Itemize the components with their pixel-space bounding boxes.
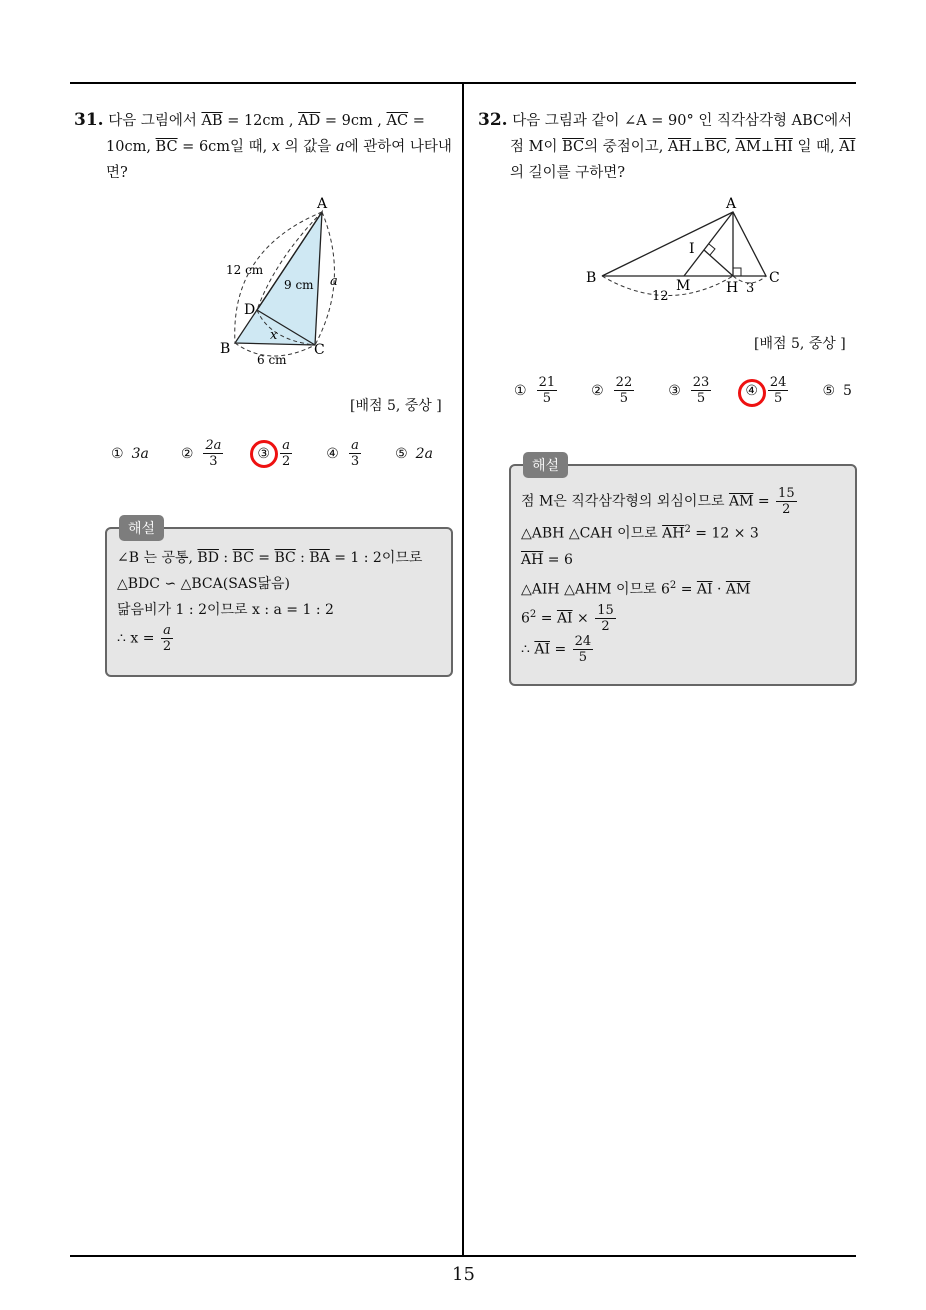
q32-seg-hi-line (704, 250, 733, 276)
q31-option-2-den: 3 (209, 454, 218, 469)
q31-label-x: x (270, 328, 278, 343)
q31-sol-line3: 닮음비가 1 : 2이므로 x : a = 1 : 2 (117, 602, 334, 618)
q32-sol-5eq: = (536, 610, 557, 627)
q31-text-1d: = (408, 113, 425, 129)
q32-option-2-mark: ② (591, 382, 604, 399)
q31-sol-den: 2 (162, 639, 172, 654)
q32-line2 (478, 134, 863, 160)
q32-sol-2-sup: 2 (684, 524, 691, 535)
q32-sol-2-ah: $\overline{AH}$ (662, 525, 685, 542)
q31-option-3-frac (280, 438, 292, 469)
q32-label-3: 3 (746, 281, 755, 296)
q32-seg-ah: $\overline{AH}$ (668, 139, 692, 155)
page-number: 15 (452, 1264, 475, 1285)
q31-selected-circle (250, 440, 278, 468)
q32-sol-1-frac (776, 486, 797, 517)
q32-seg-ai: $\overline{AI}$ (839, 139, 856, 155)
q32-sol-5-sup: 2 (529, 609, 537, 621)
q32-pt-h: H (726, 280, 739, 296)
q32-option-3-mark: ③ (668, 382, 681, 399)
q32-options (514, 375, 884, 406)
q32-seg-bc: $\overline{BC}$ (562, 139, 585, 155)
q32-sol-4-dot: · (712, 581, 726, 598)
q32-sol-3b: = 6 (543, 551, 573, 568)
q32-option-2-den: 5 (619, 391, 629, 406)
q31-pt-a: A (317, 196, 328, 212)
q31-text-1c: = 9cm , (320, 113, 387, 129)
q31-seg-ac: $\overline{AC}$ (386, 113, 409, 129)
q32-right-angle-i (709, 244, 715, 255)
q31-text-1b: = 12cm , (222, 113, 299, 129)
q31-number: 31. (74, 110, 104, 130)
q32-option-1-num: 21 (538, 375, 556, 390)
q32-sol-line6 (521, 634, 799, 665)
q32-sol-line5 (521, 602, 799, 634)
q32-option-5-value: 5 (843, 382, 852, 399)
q32-selected-circle (738, 379, 766, 407)
q31-sol-1a: ∠B 는 공통, (117, 550, 198, 566)
q31-sol-num: a (163, 623, 171, 638)
q32-sol-1a: 점 M은 직각삼각형의 외심이므로 (521, 493, 729, 510)
bottom-rule (70, 1255, 856, 1257)
q32-perp-1: ⊥ (691, 139, 705, 155)
q32-sol-3-ah: $\overline{AH}$ (521, 551, 544, 568)
q32-option-3[interactable] (668, 375, 713, 406)
q31-option-3-mark: ③ (257, 445, 270, 462)
q32-option-1-den: 5 (542, 391, 551, 406)
q31-figure (210, 190, 360, 370)
q32-pt-b: B (586, 270, 597, 286)
q31-option-1[interactable] (111, 446, 149, 462)
q31-option-3-num: a (282, 438, 290, 453)
q32-option-2-frac (614, 375, 635, 406)
q31-text-1a: 다음 그림에서 (108, 113, 202, 129)
q31-solution-tag: 해설 (119, 515, 164, 541)
q31-option-1-mark: ① (111, 445, 124, 462)
q32-pt-m: M (676, 278, 691, 294)
q32-sol-line2 (521, 517, 799, 547)
q32-number: 32. (478, 110, 508, 130)
q31-var-a: a (335, 139, 345, 155)
q32-sol-6a: ∴ (521, 641, 535, 658)
q31-options (111, 438, 465, 469)
q32-sol-1-num: 15 (778, 486, 795, 501)
q32-line1 (478, 107, 863, 134)
q32-label-12: 12 (652, 289, 669, 304)
q32-seg-hi: $\overline{HI}$ (774, 139, 793, 155)
q32-sol-5-times: × (572, 610, 594, 627)
q32-perp-2: ⊥ (760, 139, 775, 155)
q32-sol-6-ai: $\overline{AI}$ (534, 641, 550, 658)
q32-sol-4eq: = (676, 581, 697, 598)
q32-option-1[interactable] (514, 375, 559, 406)
q32-sol-4-ai: $\overline{AI}$ (696, 581, 713, 598)
q32-sol-2b: = 12 × 3 (690, 525, 759, 542)
q32-meta: [배점 5, 중상 ] (754, 336, 846, 352)
q32-option-3-den: 5 (696, 391, 706, 406)
q31-label-9: 9 cm (284, 278, 314, 292)
q32-option-1-mark: ① (514, 382, 527, 399)
q32-question (478, 107, 863, 186)
q31-text-2d: 에 관하여 나타내 (344, 139, 452, 155)
q32-sol-5-frac (595, 603, 616, 634)
q32-sol-6-frac (573, 634, 594, 665)
q31-seg-bc: $\overline{BC}$ (155, 139, 178, 155)
q32-pt-i: I (689, 241, 695, 257)
q32-sol-line1 (521, 486, 799, 517)
q32-option-2-num: 22 (615, 375, 633, 390)
q31-line1 (74, 107, 459, 134)
q32-option-5[interactable] (822, 383, 851, 399)
q31-option-4-den: 3 (350, 454, 360, 469)
q32-option-4-frac (768, 375, 789, 406)
q32-sol-6-num: 24 (574, 634, 592, 650)
q32-seg-am: $\overline{AM}$ (735, 139, 761, 155)
q32-option-1-frac (537, 375, 558, 406)
q31-pt-c: C (314, 342, 325, 358)
q32-sol-am: $\overline{AM}$ (728, 493, 754, 510)
q31-sol-c2: : (295, 550, 310, 566)
q32-option-5-mark: ⑤ (822, 382, 835, 399)
q32-solution-box (509, 464, 857, 686)
q32-pt-a: A (726, 196, 737, 212)
q32-sol-5-num: 15 (597, 603, 614, 619)
q31-option-2[interactable] (181, 438, 226, 469)
q32-option-4[interactable] (745, 375, 790, 406)
q31-option-4[interactable] (326, 438, 363, 469)
q31-var-x: x (271, 139, 281, 155)
q32-option-4-den: 5 (774, 391, 783, 406)
q32-pt-c: C (769, 270, 780, 286)
q32-sol-4-sup: 2 (669, 579, 677, 591)
q31-sol-line2: △BDC ∽ △BCA(SAS닮음) (117, 576, 291, 592)
q31-pt-b: B (220, 341, 231, 357)
q31-line2 (74, 134, 459, 160)
q32-figure (580, 190, 790, 310)
q31-option-2-frac (203, 438, 223, 469)
q32-sol-2a: △ABH △CAH 이므로 (521, 525, 663, 542)
q31-option-4-frac (349, 438, 361, 469)
q31-line3: 면? (106, 165, 128, 181)
q32-sol-4a: △AIH △AHM 이므로 6 (521, 581, 670, 598)
q31-sol-4a: ∴ x = (117, 630, 159, 647)
q31-seg-ad: $\overline{AD}$ (298, 113, 321, 129)
q32-sol-5-ai: $\overline{AI}$ (556, 610, 573, 627)
q32-comma: , (726, 139, 736, 155)
q31-sol-c1: : (218, 550, 233, 566)
q32-triangle-abc (602, 212, 766, 276)
q31-sol-frac (161, 623, 173, 654)
q31-option-1-value: 3a (131, 445, 149, 462)
q31-sol-ba: $\overline{BA}$ (309, 550, 330, 566)
q32-sol-5-den: 2 (601, 619, 610, 635)
q31-seg-ab: $\overline{AB}$ (201, 113, 223, 129)
q32-seg-bc2: $\overline{BC}$ (704, 139, 727, 155)
q31-sol-1b: = 1 : 2이므로 (329, 550, 423, 566)
q32-sol-6-den: 5 (578, 650, 588, 666)
q32-option-3-frac (691, 375, 712, 406)
q31-label-12: 12 cm (226, 263, 264, 277)
q31-label-6: 6 cm (257, 353, 287, 367)
q31-sol-line1 (117, 545, 422, 571)
q31-label-a: a (330, 274, 338, 289)
q32-sol-1-den: 2 (782, 502, 791, 517)
q31-sol-bc: $\overline{BC}$ (232, 550, 254, 566)
q31-option-2-num: 2a (205, 438, 222, 453)
q31-option-3-den: 2 (281, 454, 291, 469)
q32-text-1: 다음 그림과 같이 ∠A = 90° 인 직각삼각형 ABC에서 (512, 113, 853, 129)
q31-option-2-mark: ② (180, 445, 194, 462)
q31-option-4-num: a (351, 438, 359, 453)
q31-option-4-mark: ④ (326, 445, 339, 462)
q32-solution-tag: 해설 (523, 452, 568, 478)
q32-sol-line4 (521, 573, 799, 603)
q31-sol-bc2: $\overline{BC}$ (274, 550, 296, 566)
q31-question (74, 107, 459, 186)
q31-sol-eq: = (253, 550, 275, 566)
q32-sol-4-am: $\overline{AM}$ (725, 581, 751, 598)
q32-option-2[interactable] (591, 375, 636, 406)
q32-sol-1eq: = (753, 493, 775, 510)
q31-text-2a: 10cm, (106, 139, 156, 155)
q31-meta: [배점 5, 중상 ] (350, 398, 442, 414)
q32-text-2b: 의 중점이고, (584, 139, 668, 155)
column-divider (462, 82, 464, 1256)
q32-option-4-num: 24 (769, 375, 787, 390)
q32-option-3-num: 23 (692, 375, 710, 390)
q32-sol-6eq: = (550, 641, 571, 658)
q31-pt-d: D (244, 302, 256, 318)
q32-text-2a: 점 M이 (510, 139, 563, 155)
q32-line3: 의 길이를 구하면? (510, 165, 626, 181)
q31-solution-box (105, 527, 453, 677)
q31-option-5[interactable] (395, 446, 433, 462)
q31-text-2c: 의 값을 (280, 139, 336, 155)
q31-text-2b: = 6cm일 때, (177, 139, 272, 155)
q31-sol-line4 (117, 623, 422, 654)
q31-sol-bd: $\overline{BD}$ (197, 550, 219, 566)
q31-option-3[interactable] (257, 438, 294, 469)
q31-option-5-value: 2a (415, 445, 433, 462)
q32-text-2c: 일 때, (792, 139, 840, 155)
q32-option-4-mark: ④ (745, 382, 758, 399)
q32-right-angle-h (733, 268, 741, 276)
q32-sol-5a: 6 (521, 610, 530, 627)
q31-option-5-mark: ⑤ (395, 445, 408, 462)
q32-sol-line3 (521, 547, 799, 573)
